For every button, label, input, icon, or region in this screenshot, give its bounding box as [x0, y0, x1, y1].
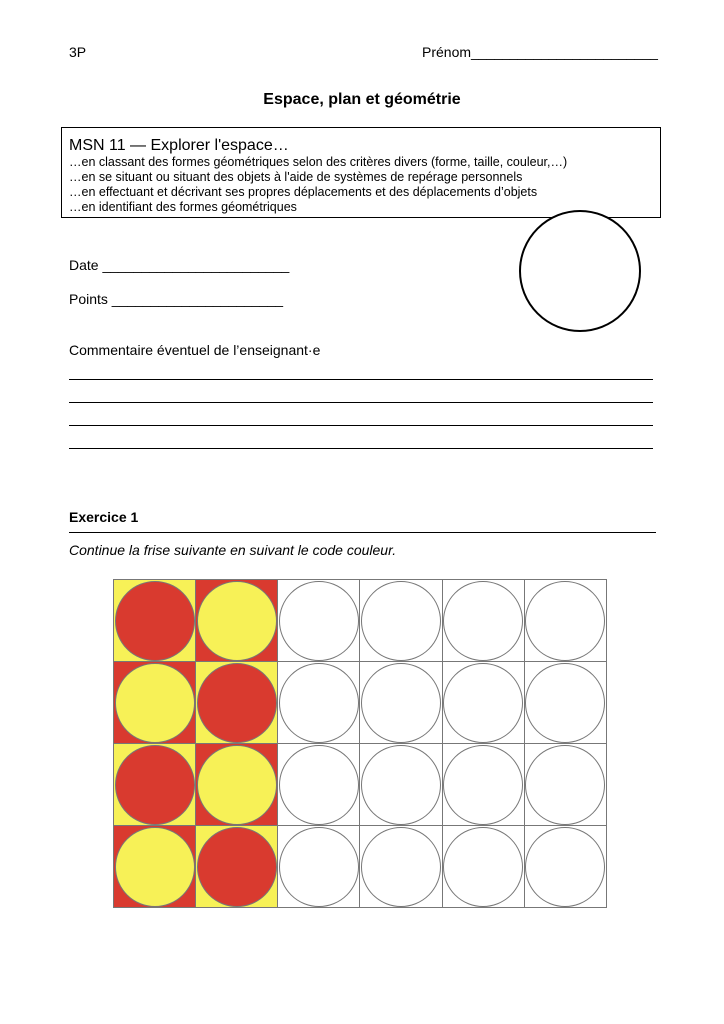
frieze-grid [113, 579, 607, 908]
empty-circle[interactable] [361, 745, 441, 825]
frieze-cell [114, 580, 196, 662]
empty-circle[interactable] [361, 581, 441, 661]
exercise-instruction: Continue la frise suivante en suivant le code couleur. [69, 542, 397, 558]
frieze-cell[interactable] [278, 662, 360, 744]
yellow-circle [197, 581, 277, 661]
frieze-cell[interactable] [525, 826, 607, 908]
empty-circle[interactable] [279, 745, 359, 825]
page-title: Espace, plan et géométrie [263, 91, 461, 108]
objective-line: …en se situant ou situant des objets à l'aide de systèmes de repérage personnels [69, 170, 523, 184]
frieze-cell [114, 826, 196, 908]
objective-line: …en classant des formes géométriques selon des critères divers (forme, taille, couleur,…) [69, 155, 568, 169]
frieze-cell[interactable] [278, 826, 360, 908]
frieze-cell[interactable] [360, 826, 442, 908]
empty-circle[interactable] [525, 745, 605, 825]
frieze-cell [196, 580, 278, 662]
exercise-divider [69, 532, 656, 533]
comment-line[interactable] [69, 425, 653, 426]
frieze-cell [114, 744, 196, 826]
empty-circle[interactable] [525, 827, 605, 907]
red-circle [115, 581, 195, 661]
empty-circle[interactable] [525, 663, 605, 743]
red-circle [115, 745, 195, 825]
red-circle [197, 827, 277, 907]
frieze-cell[interactable] [278, 744, 360, 826]
name-field[interactable]: Prénom________________________ [422, 44, 658, 60]
empty-circle[interactable] [443, 827, 523, 907]
frieze-cell[interactable] [360, 744, 442, 826]
frieze-cell[interactable] [443, 662, 525, 744]
empty-circle[interactable] [443, 581, 523, 661]
frieze-cell[interactable] [525, 744, 607, 826]
yellow-circle [197, 745, 277, 825]
comment-line[interactable] [69, 379, 653, 380]
empty-circle[interactable] [361, 663, 441, 743]
objectives-box [61, 127, 661, 218]
frieze-cell[interactable] [443, 826, 525, 908]
objectives-title: MSN 11 — Explorer l'espace… [69, 137, 289, 154]
empty-circle[interactable] [525, 581, 605, 661]
empty-circle[interactable] [279, 581, 359, 661]
frieze-cell[interactable] [360, 580, 442, 662]
points-field[interactable]: Points ______________________ [69, 291, 284, 307]
frieze-cell [196, 826, 278, 908]
empty-circle[interactable] [279, 827, 359, 907]
frieze-cell[interactable] [360, 662, 442, 744]
frieze-cell [196, 662, 278, 744]
yellow-circle [115, 827, 195, 907]
frieze-cell [196, 744, 278, 826]
frieze-cell[interactable] [278, 580, 360, 662]
frieze-cell[interactable] [443, 744, 525, 826]
comment-label: Commentaire éventuel de l’enseignant·e [69, 342, 321, 358]
empty-circle[interactable] [279, 663, 359, 743]
grade-circle[interactable] [519, 210, 641, 332]
frieze-cell[interactable] [525, 662, 607, 744]
grade-level: 3P [69, 44, 87, 60]
objective-line: …en effectuant et décrivant ses propres déplacements et des déplacements d’objets [69, 185, 538, 199]
frieze-cell[interactable] [443, 580, 525, 662]
red-circle [197, 663, 277, 743]
frieze-cell[interactable] [525, 580, 607, 662]
empty-circle[interactable] [443, 663, 523, 743]
yellow-circle [115, 663, 195, 743]
comment-line[interactable] [69, 448, 653, 449]
empty-circle[interactable] [361, 827, 441, 907]
comment-line[interactable] [69, 402, 653, 403]
frieze-cell [114, 662, 196, 744]
exercise-title: Exercice 1 [69, 509, 139, 525]
empty-circle[interactable] [443, 745, 523, 825]
date-field[interactable]: Date ________________________ [69, 257, 290, 273]
objective-line: …en identifiant des formes géométriques [69, 200, 297, 214]
